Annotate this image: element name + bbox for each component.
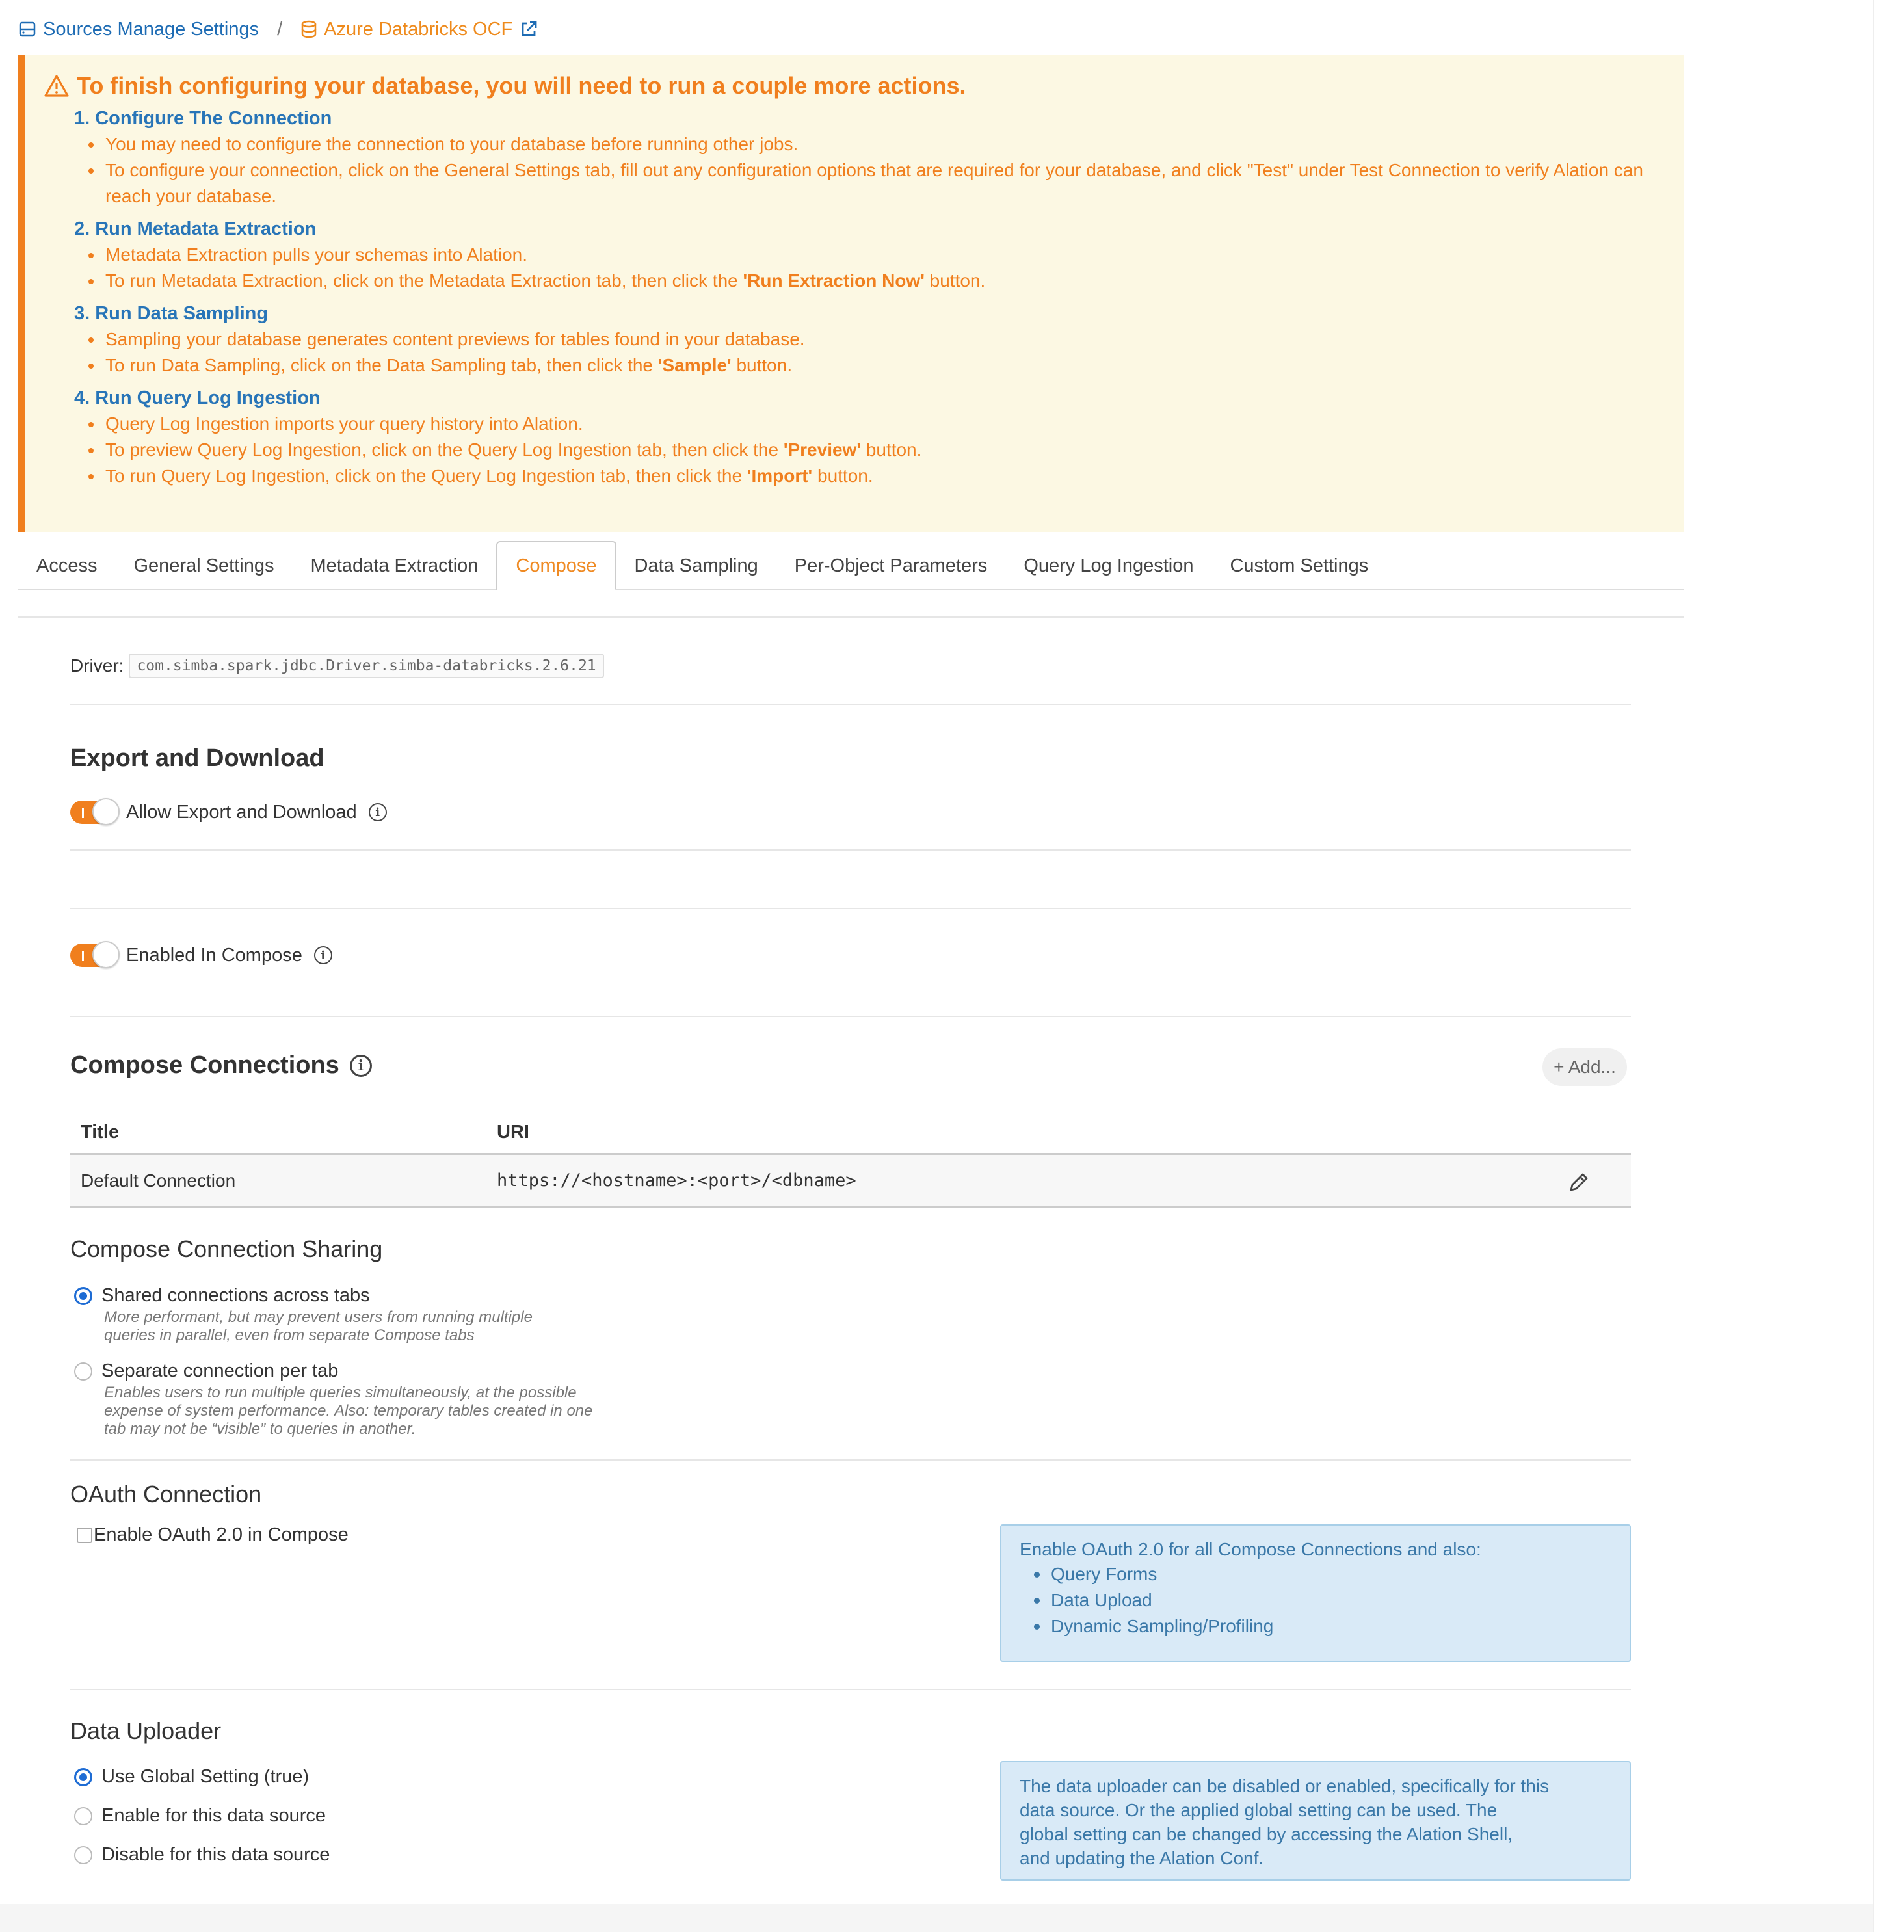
shared-connections-radio-row[interactable] (74, 1285, 370, 1306)
separate-connection-radio[interactable] (74, 1362, 92, 1381)
uploader-disable-radio[interactable] (74, 1846, 92, 1864)
sources-breadcrumb-label: Sources Manage Settings (43, 18, 259, 40)
alert-step-item: To configure your connection, click on the General Settings tab, fill out any configuration options that are required for your database, and click "Test" under Test Connection to verify Alation can reach your database. (88, 157, 1662, 209)
oauth-info-intro: Enable OAuth 2.0 for all Compose Connections and also: (1020, 1539, 1481, 1559)
alert-step-item-emphasis: 'Import' (747, 466, 813, 486)
description-line: expense of system performance. Also: temporary tables created in one (104, 1402, 593, 1420)
tab-query-log-ingestion[interactable]: Query Log Ingestion (1024, 555, 1194, 576)
compose-connections-heading-row (70, 1052, 372, 1079)
alert-step-item: You may need to configure the connection to your database before running other jobs. (88, 131, 1662, 157)
connection-title: Default Connection (81, 1170, 236, 1191)
alert-step (74, 385, 1684, 489)
divider (18, 616, 1684, 618)
uploader-global-radio-row[interactable] (74, 1766, 309, 1788)
warning-icon (44, 74, 69, 98)
export-toggle-label: Allow Export and Download (126, 801, 357, 823)
alert-step-heading: 3. Run Data Sampling (74, 303, 269, 324)
alert-step (74, 105, 1684, 209)
alert-step-item (88, 463, 1662, 489)
datasource-breadcrumb-link[interactable] (300, 19, 538, 40)
tab-general-settings[interactable]: General Settings (133, 555, 274, 576)
list-item: Data Upload (1034, 1587, 1611, 1613)
driver-row (70, 650, 604, 681)
info-line: The data uploader can be disabled or enabled, specifically for this (1020, 1776, 1550, 1796)
add-connection-button[interactable]: + Add... (1542, 1048, 1627, 1086)
oauth-checkbox[interactable] (77, 1528, 92, 1543)
alert-step-item-text: To preview Query Log Ingestion, click on the Query Log Ingestion tab, then click the (105, 440, 784, 460)
alert-title-row (44, 73, 1684, 99)
description-line: tab may not be “visible” to queries in another. (104, 1420, 416, 1438)
alert-step-item-text: button. (860, 440, 922, 460)
list-item: Query Forms (1034, 1561, 1611, 1587)
divider (70, 849, 1631, 851)
shared-connections-label: Shared connections across tabs (101, 1285, 370, 1306)
table-row[interactable] (70, 1155, 1631, 1208)
alert-title: To finish configuring your database, you will need to run a couple more actions. (77, 72, 966, 99)
separate-connection-label: Separate connection per tab (101, 1360, 339, 1381)
separate-connection-description (104, 1384, 593, 1438)
separate-connection-radio-row[interactable] (74, 1360, 338, 1382)
breadcrumb (18, 13, 538, 46)
divider (70, 1016, 1631, 1017)
database-icon (300, 20, 317, 38)
description-line: Enables users to run multiple queries simultaneously, at the possible (104, 1384, 577, 1401)
settings-tabs (18, 541, 1684, 590)
alert-step-item-emphasis: 'Run Extraction Now' (743, 271, 925, 291)
list-item: Dynamic Sampling/Profiling (1034, 1613, 1611, 1639)
sources-breadcrumb-link[interactable] (18, 19, 259, 40)
alert-step-item-text: button. (924, 271, 986, 291)
column-header-uri: URI (497, 1122, 529, 1143)
alert-step-list (88, 242, 1684, 294)
driver-value: com.simba.spark.jdbc.Driver.simba-databricks.2.6.21 (129, 654, 603, 678)
alert-step-item: Query Log Ingestion imports your query history into Alation. (88, 411, 1662, 437)
alert-step-list (88, 131, 1684, 209)
connection-uri: https://<hostname>:<port>/<dbname> (497, 1171, 856, 1191)
uploader-enable-radio-row[interactable] (74, 1805, 326, 1827)
info-line: data source. Or the applied global setting can be used. The (1020, 1800, 1498, 1820)
info-icon[interactable]: i (314, 946, 332, 964)
footer-bar (0, 1904, 1873, 1932)
info-line: global setting can be changed by accessing the Alation Shell, (1020, 1824, 1513, 1844)
alert-step-item: Sampling your database generates content previews for tables found in your database. (88, 326, 1662, 352)
alert-step-item-text: button. (812, 466, 873, 486)
right-panel-edge (1873, 0, 1904, 1932)
data-uploader-heading: Data Uploader (70, 1717, 222, 1744)
alert-step-item (88, 437, 1662, 463)
datasource-breadcrumb-label: Azure Databricks OCF (324, 18, 513, 40)
shared-connections-description (104, 1308, 533, 1345)
external-link-icon[interactable] (519, 20, 538, 39)
uploader-disable-radio-row[interactable] (74, 1844, 330, 1866)
connections-table (70, 1112, 1631, 1208)
compose-connections-heading: Compose Connections (70, 1052, 339, 1079)
enabled-in-compose-toggle[interactable] (70, 944, 118, 967)
tab-data-sampling[interactable]: Data Sampling (634, 555, 758, 576)
alert-step-list (88, 326, 1684, 378)
alert-step-list (88, 411, 1684, 489)
divider (70, 1689, 1631, 1690)
uploader-disable-label: Disable for this data source (101, 1844, 330, 1865)
server-icon (18, 20, 36, 38)
table-header (70, 1112, 1631, 1155)
tab-compose[interactable]: Compose (496, 541, 616, 590)
oauth-info-list (1034, 1561, 1611, 1639)
alert-steps (44, 105, 1684, 489)
uploader-enable-radio[interactable] (74, 1807, 92, 1825)
alert-step (74, 216, 1684, 294)
tab-per-object-parameters[interactable]: Per-Object Parameters (794, 555, 988, 576)
enabled-in-compose-label: Enabled In Compose (126, 944, 302, 966)
alert-step (74, 300, 1684, 378)
alert-step-item-text: button. (731, 355, 793, 375)
alert-step-item (88, 352, 1662, 378)
alert-step-item (88, 268, 1662, 294)
tab-metadata-extraction[interactable]: Metadata Extraction (310, 555, 479, 576)
divider (70, 1459, 1631, 1461)
divider (70, 704, 1631, 705)
column-header-title: Title (81, 1122, 120, 1143)
info-icon[interactable]: i (369, 803, 387, 821)
oauth-info-box (1000, 1524, 1631, 1662)
tab-custom-settings[interactable]: Custom Settings (1230, 555, 1369, 576)
description-line: More performant, but may prevent users from running multiple (104, 1308, 533, 1326)
connection-sharing-heading: Compose Connection Sharing (70, 1236, 383, 1262)
info-line: and updating the Alation Conf. (1020, 1848, 1264, 1868)
shared-connections-radio[interactable] (74, 1287, 92, 1305)
uploader-info-box (1000, 1761, 1631, 1881)
oauth-checkbox-row[interactable] (77, 1524, 349, 1546)
oauth-checkbox-label: Enable OAuth 2.0 in Compose (94, 1524, 349, 1545)
breadcrumb-separator: / (277, 18, 283, 40)
uploader-global-radio[interactable] (74, 1768, 92, 1786)
export-heading: Export and Download (70, 745, 324, 772)
alert-step-item: Metadata Extraction pulls your schemas into Alation. (88, 242, 1662, 268)
export-toggle-row (70, 798, 387, 827)
description-line: queries in parallel, even from separate Compose tabs (104, 1327, 475, 1344)
alert-step-item-text: To run Metadata Extraction, click on the Metadata Extraction tab, then click the (105, 271, 743, 291)
setup-alert (18, 55, 1684, 532)
uploader-enable-label: Enable for this data source (101, 1805, 326, 1826)
compose-toggle-row (70, 941, 332, 970)
alert-step-item-text: To run Data Sampling, click on the Data Sampling tab, then click the (105, 355, 658, 375)
alert-step-item-emphasis: 'Sample' (657, 355, 732, 375)
alert-step-heading: 2. Run Metadata Extraction (74, 218, 317, 239)
edit-pencil-icon[interactable] (1567, 1171, 1591, 1194)
divider (70, 908, 1631, 909)
oauth-heading: OAuth Connection (70, 1481, 262, 1507)
alert-step-item-text: To run Query Log Ingestion, click on the Query Log Ingestion tab, then click the (105, 466, 747, 486)
alert-step-heading: 1. Configure The Connection (74, 108, 332, 129)
alert-step-item-emphasis: 'Preview' (783, 440, 861, 460)
tab-access[interactable]: Access (36, 555, 98, 576)
uploader-global-label: Use Global Setting (true) (101, 1766, 310, 1787)
export-toggle[interactable] (70, 801, 118, 824)
driver-label: Driver: (70, 655, 124, 676)
info-icon[interactable]: i (350, 1055, 372, 1077)
alert-step-heading: 4. Run Query Log Ingestion (74, 388, 321, 408)
